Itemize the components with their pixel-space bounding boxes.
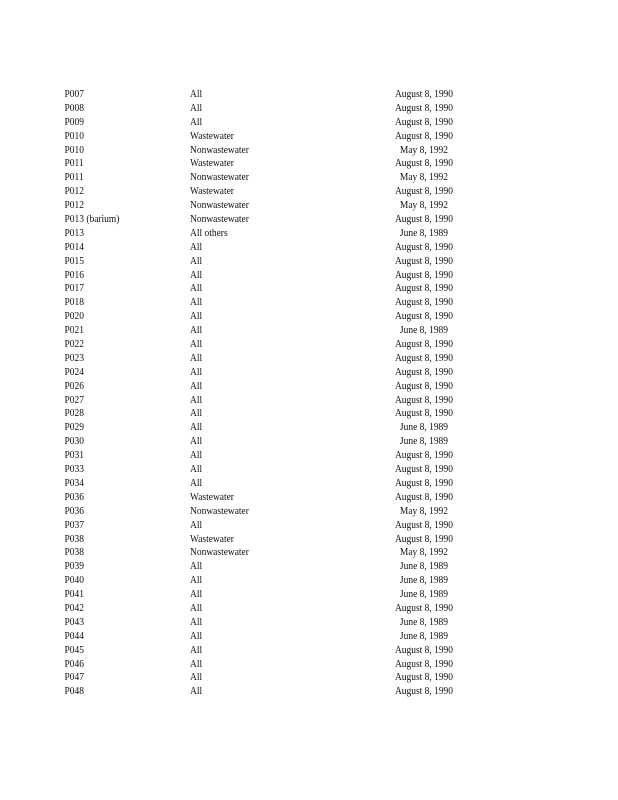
waste-code-cell: P018	[64, 296, 84, 309]
waste-type-cell: Nonwastewater	[190, 546, 249, 559]
waste-type-cell: All	[190, 88, 203, 100]
waste-code-cell: P007	[64, 88, 84, 100]
waste-code-cell: P047	[64, 671, 84, 684]
table-row	[0, 519, 531, 533]
effective-date-cell: May 8, 1992	[399, 143, 449, 156]
effective-date-cell: June 8, 1989	[399, 324, 449, 337]
table-row	[0, 407, 531, 421]
table-row	[0, 324, 531, 338]
table-row	[0, 213, 531, 227]
waste-type-cell: All	[190, 393, 203, 406]
waste-code-cell: P036	[64, 504, 84, 517]
waste-code-cell: P027	[64, 393, 84, 406]
waste-type-cell: All	[190, 588, 203, 601]
waste-code-cell: P015	[64, 254, 84, 267]
waste-type-cell: Wastewater	[190, 532, 234, 545]
waste-code-cell: P033	[64, 463, 84, 476]
waste-code-cell: P044	[64, 629, 84, 642]
waste-code-cell: P012	[64, 199, 84, 212]
effective-date-cell: August 8, 1990	[394, 518, 454, 531]
waste-code-cell: P048	[64, 685, 84, 698]
effective-date-cell: August 8, 1990	[394, 296, 454, 309]
waste-type-cell: Nonwastewater	[190, 143, 249, 156]
waste-code-cell: P039	[64, 560, 84, 573]
waste-type-cell: All	[190, 476, 203, 489]
effective-date-cell: August 8, 1990	[394, 490, 454, 503]
table-row	[0, 352, 531, 366]
table-row	[0, 394, 531, 408]
waste-code-cell: P029	[64, 421, 84, 434]
table-row	[0, 366, 531, 380]
effective-date-cell: August 8, 1990	[394, 282, 454, 295]
waste-type-cell: All	[190, 463, 203, 476]
effective-date-cell: June 8, 1989	[399, 615, 449, 628]
effective-date-cell: August 8, 1990	[394, 643, 454, 656]
table-row	[0, 435, 531, 449]
waste-type-cell: All	[190, 518, 203, 531]
waste-type-cell: All	[190, 379, 203, 392]
waste-code-cell: P038	[64, 546, 84, 559]
waste-type-cell: All	[190, 338, 203, 351]
table-row	[0, 380, 531, 394]
table-row	[0, 546, 531, 560]
waste-type-cell: Nonwastewater	[190, 171, 249, 184]
waste-code-cell: P017	[64, 282, 84, 295]
table-row	[0, 505, 531, 519]
waste-code-cell: P012	[64, 185, 84, 198]
waste-code-cell: P016	[64, 268, 84, 281]
table-row	[0, 533, 531, 547]
waste-type-cell: All	[190, 324, 203, 337]
effective-date-cell: June 8, 1989	[399, 588, 449, 601]
table-row	[0, 658, 531, 672]
waste-type-cell: All	[190, 421, 203, 434]
waste-type-cell: All	[190, 101, 203, 114]
waste-type-cell: All	[190, 671, 203, 684]
waste-code-cell: P034	[64, 476, 84, 489]
waste-code-cell: P042	[64, 601, 84, 614]
effective-date-cell: August 8, 1990	[394, 463, 454, 476]
waste-code-cell: P028	[64, 407, 84, 420]
table-row	[0, 463, 531, 477]
table-row	[0, 157, 531, 171]
waste-code-cell: P009	[64, 115, 84, 128]
effective-date-cell: August 8, 1990	[394, 101, 454, 114]
effective-date-cell: August 8, 1990	[394, 185, 454, 198]
table-row	[0, 310, 531, 324]
waste-code-cell: P046	[64, 657, 84, 670]
waste-code-cell: P010	[64, 143, 84, 156]
waste-type-cell: All	[190, 282, 203, 295]
table-row	[0, 102, 531, 116]
effective-date-cell: August 8, 1990	[394, 268, 454, 281]
effective-date-cell: August 8, 1990	[394, 351, 454, 364]
effective-date-cell: August 8, 1990	[394, 476, 454, 489]
table-row	[0, 574, 531, 588]
waste-type-cell: All	[190, 240, 203, 253]
waste-type-cell: All	[190, 574, 203, 587]
waste-code-cell: P023	[64, 351, 84, 364]
waste-code-cell: P022	[64, 338, 84, 351]
waste-type-cell: Wastewater	[190, 185, 234, 198]
table-row	[0, 116, 531, 130]
waste-code-cell: P030	[64, 435, 84, 448]
waste-type-cell: Wastewater	[190, 129, 234, 142]
table-row	[0, 130, 531, 144]
waste-code-cell: P031	[64, 449, 84, 462]
waste-type-cell: All others	[190, 226, 228, 239]
waste-type-cell: All	[190, 435, 203, 448]
waste-type-cell: All	[190, 657, 203, 670]
waste-type-cell: Wastewater	[190, 490, 234, 503]
table-row	[0, 671, 531, 685]
waste-type-cell: All	[190, 254, 203, 267]
effective-date-cell: May 8, 1992	[399, 504, 449, 517]
waste-code-cell: P014	[64, 240, 84, 253]
effective-date-cell: August 8, 1990	[394, 115, 454, 128]
waste-type-cell: All	[190, 407, 203, 420]
effective-date-cell: August 8, 1990	[394, 393, 454, 406]
waste-code-cell: P043	[64, 615, 84, 628]
waste-type-cell: All	[190, 685, 203, 698]
waste-type-cell: All	[190, 629, 203, 642]
waste-type-cell: All	[190, 296, 203, 309]
waste-code-cell: P037	[64, 518, 84, 531]
waste-code-cell: P011	[64, 171, 84, 184]
effective-date-cell: August 8, 1990	[394, 685, 454, 698]
waste-code-cell: P010	[64, 129, 84, 142]
table-row	[0, 630, 531, 644]
waste-code-cell: P038	[64, 532, 84, 545]
table-row	[0, 588, 531, 602]
waste-code-cell: P013 (barium)	[64, 213, 120, 226]
table-row	[0, 227, 531, 241]
waste-code-cell: P021	[64, 324, 84, 337]
waste-type-cell: All	[190, 115, 203, 128]
effective-date-cell: August 8, 1990	[394, 449, 454, 462]
effective-date-cell: August 8, 1990	[394, 254, 454, 267]
waste-type-cell: Nonwastewater	[190, 504, 249, 517]
waste-type-cell: Nonwastewater	[190, 213, 249, 226]
waste-code-cell: P045	[64, 643, 84, 656]
waste-code-cell: P013	[64, 226, 84, 239]
table-row	[0, 241, 531, 255]
waste-type-cell: All	[190, 560, 203, 573]
effective-date-cell: May 8, 1992	[399, 171, 449, 184]
effective-date-cell: May 8, 1992	[399, 199, 449, 212]
effective-date-cell: August 8, 1990	[394, 601, 454, 614]
effective-date-cell: June 8, 1989	[399, 560, 449, 573]
table-row	[0, 616, 531, 630]
waste-type-cell: All	[190, 365, 203, 378]
waste-code-cell: P020	[64, 310, 84, 323]
table-row	[0, 477, 531, 491]
effective-date-cell: June 8, 1989	[399, 226, 449, 239]
effective-date-cell: June 8, 1989	[399, 421, 449, 434]
waste-type-cell: All	[190, 449, 203, 462]
waste-type-cell: All	[190, 351, 203, 364]
effective-date-cell: August 8, 1990	[394, 379, 454, 392]
waste-code-cell: P011	[64, 157, 84, 170]
table-row	[0, 88, 531, 102]
waste-type-cell: All	[190, 643, 203, 656]
table-row	[0, 144, 531, 158]
waste-code-cell: P036	[64, 490, 84, 503]
effective-date-cell: June 8, 1989	[399, 629, 449, 642]
effective-date-cell: August 8, 1990	[394, 338, 454, 351]
effective-date-cell: August 8, 1990	[394, 240, 454, 253]
effective-date-cell: August 8, 1990	[394, 157, 454, 170]
waste-type-cell: Wastewater	[190, 157, 234, 170]
effective-date-cell: August 8, 1990	[394, 407, 454, 420]
waste-code-table	[0, 88, 618, 699]
table-row	[0, 338, 531, 352]
table-row	[0, 644, 531, 658]
waste-code-cell: P024	[64, 365, 84, 378]
table-row	[0, 602, 531, 616]
effective-date-cell: June 8, 1989	[399, 574, 449, 587]
effective-date-cell: June 8, 1989	[399, 435, 449, 448]
waste-type-cell: Nonwastewater	[190, 199, 249, 212]
table-row	[0, 255, 531, 269]
effective-date-cell: August 8, 1990	[394, 88, 454, 100]
table-row	[0, 199, 531, 213]
effective-date-cell: August 8, 1990	[394, 365, 454, 378]
table-row	[0, 560, 531, 574]
waste-type-cell: All	[190, 615, 203, 628]
table-row	[0, 449, 531, 463]
table-row	[0, 296, 531, 310]
waste-type-cell: All	[190, 310, 203, 323]
table-row	[0, 685, 531, 699]
waste-type-cell: All	[190, 601, 203, 614]
effective-date-cell: May 8, 1992	[399, 546, 449, 559]
waste-code-cell: P026	[64, 379, 84, 392]
effective-date-cell: August 8, 1990	[394, 213, 454, 226]
table-row	[0, 421, 531, 435]
table-row	[0, 269, 531, 283]
waste-type-cell: All	[190, 268, 203, 281]
effective-date-cell: August 8, 1990	[394, 532, 454, 545]
table-row	[0, 282, 531, 296]
table-row	[0, 171, 531, 185]
table-row	[0, 185, 531, 199]
effective-date-cell: August 8, 1990	[394, 129, 454, 142]
effective-date-cell: August 8, 1990	[394, 657, 454, 670]
waste-code-cell: P041	[64, 588, 84, 601]
waste-code-cell: P008	[64, 101, 84, 114]
effective-date-cell: August 8, 1990	[394, 310, 454, 323]
table-row	[0, 491, 531, 505]
waste-code-cell: P040	[64, 574, 84, 587]
effective-date-cell: August 8, 1990	[394, 671, 454, 684]
